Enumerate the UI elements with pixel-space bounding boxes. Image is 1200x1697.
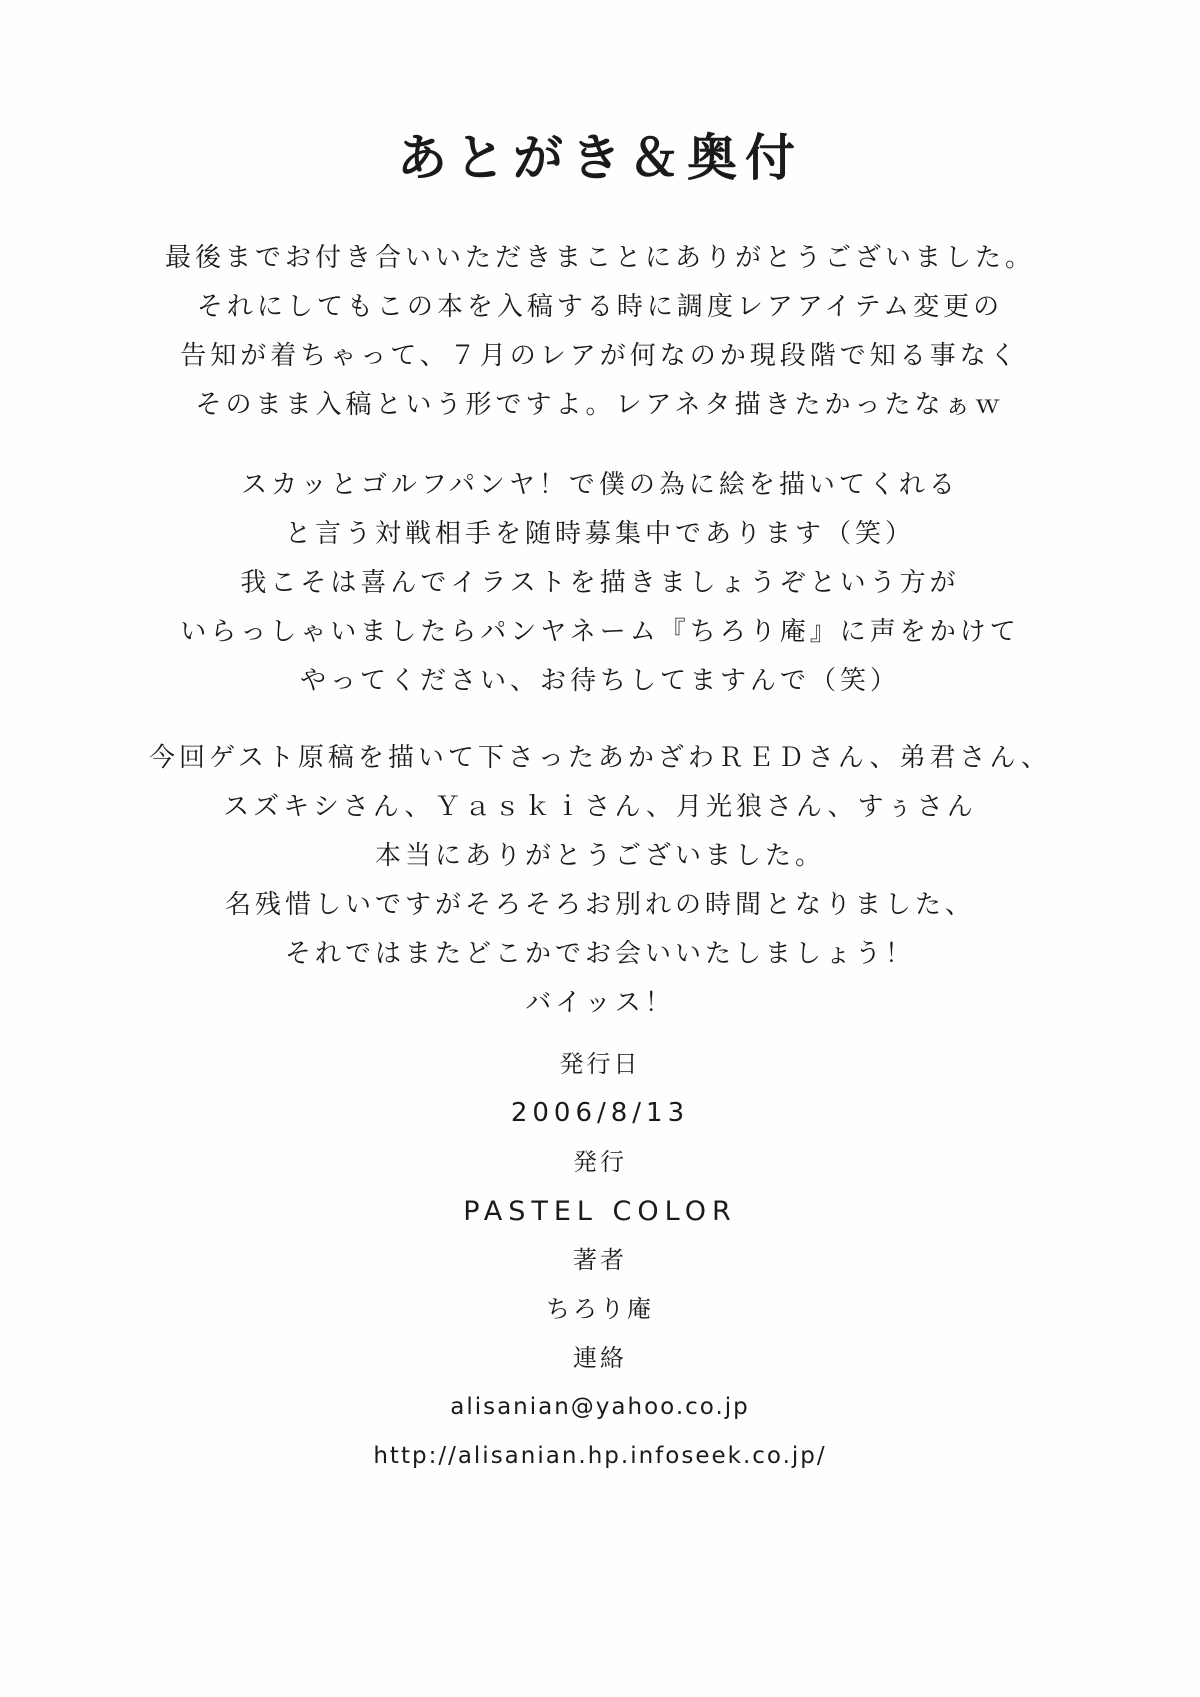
text-line: それではまたどこかでお会いいたしましょう！: [284, 939, 915, 969]
author-name: ちろり庵: [546, 1295, 654, 1323]
closing-paragraph-3: [0, 734, 1200, 1028]
text-line: 今回ゲスト原稿を描いて下さったあかざわＲＥＤさん、弟君さん、: [148, 743, 1052, 773]
closing-paragraph-2: [0, 461, 1200, 706]
contact-label: 連絡: [573, 1344, 627, 1372]
text-line: そのまま入稿という形ですよ。レアネタ描きたかったなぁｗ: [195, 390, 1005, 420]
text-line: と言う対戦相手を随時募集中であります（笑）: [284, 519, 915, 549]
issue-date: 2006/8/13: [510, 1098, 690, 1128]
text-line: やってください、お待ちしてますんで（笑）: [299, 666, 900, 696]
text-line: 我こそは喜んでイラストを描きましょうぞという方が: [240, 568, 960, 598]
text-line: いらっしゃいましたらパンヤネーム『ちろり庵』に声をかけて: [180, 617, 1020, 647]
closing-paragraph-1: [0, 234, 1200, 430]
issue-date-label: 発行日: [559, 1050, 641, 1078]
text-line: 名残惜しいですがそろそろお別れの時間となりました、: [224, 890, 975, 920]
page-title: あとがき＆奥付: [397, 129, 803, 187]
text-line: 本当にありがとうございました。: [374, 841, 825, 871]
text-line: バイッス！: [525, 988, 675, 1018]
text-line: 告知が着ちゃって、７月のレアが何なのか現段階で知る事なく: [180, 341, 1020, 371]
text-line: スカッとゴルフパンヤ！で僕の為に絵を描いてくれる: [241, 470, 959, 500]
contact-email: alisanian@yahoo.co.jp: [450, 1394, 750, 1420]
publisher-label: 発行: [573, 1148, 627, 1176]
text-line: 最後までお付き合いいただきまことにありがとうございました。: [164, 243, 1035, 273]
text-line: スズキシさん、Ｙａｓｋｉさん、月光狼さん、すぅさん: [223, 792, 977, 822]
colophon: [0, 1040, 1200, 1481]
text-line: それにしてもこの本を入稿する時に調度レアアイテム変更の: [196, 292, 1004, 322]
contact-url: http://alisanian.hp.infoseek.co.jp/: [373, 1443, 827, 1469]
publisher-name: PASTEL COLOR: [463, 1196, 737, 1227]
author-label: 著者: [573, 1246, 627, 1274]
